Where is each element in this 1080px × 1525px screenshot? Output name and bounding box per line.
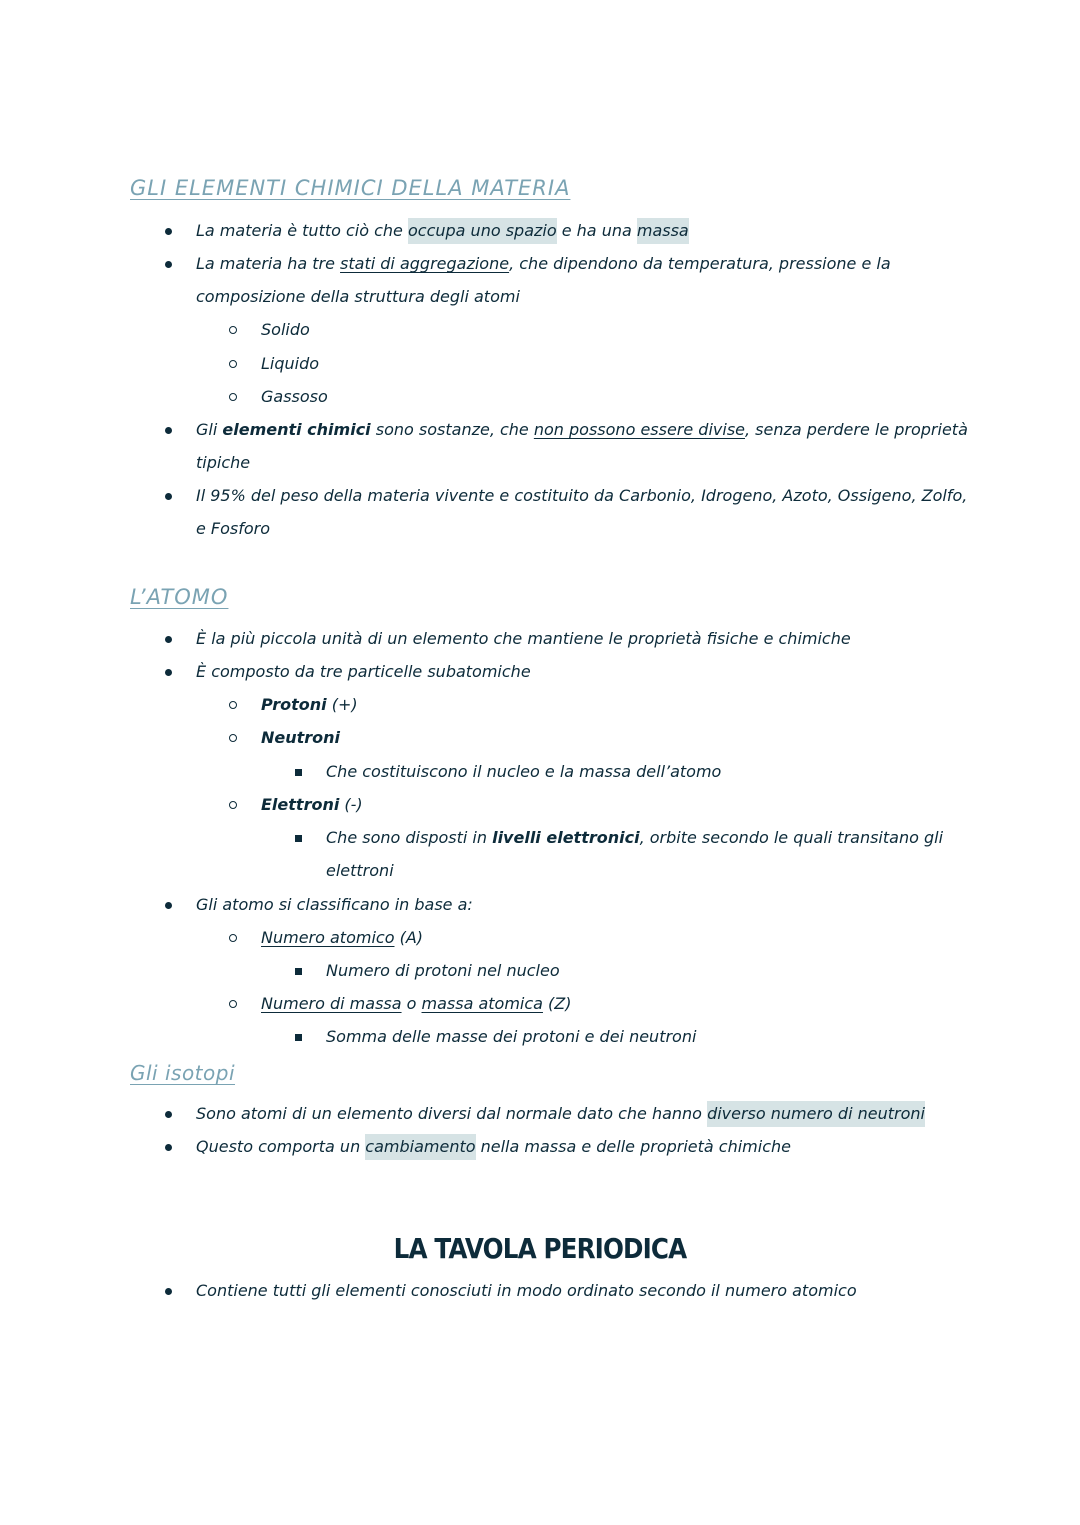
page-title-tavola-periodica: LA TAVOLA PERIODICA [393,1232,687,1265]
bullet-square-icon [295,968,302,975]
list-item [0,992,1080,1016]
list-item-text [261,793,363,817]
list-item-text: Neutroni [261,728,341,747]
bullet-circle-icon [229,326,237,334]
text-run: (Z) [542,994,572,1013]
bullet-dot-icon [165,228,172,235]
bullet-dot-icon [165,493,172,500]
bold-text: livelli elettronici [492,828,640,847]
text-run: Questo comporta un [196,1137,366,1156]
list-item-text: tipiche [196,453,251,472]
list-item [0,1135,1080,1159]
section-heading-atomo: L’ATOMO [130,585,229,609]
bullet-circle-icon [229,393,237,401]
text-run: o [401,994,422,1013]
bullet-dot-icon [165,636,172,643]
list-item-text: Liquido [261,354,320,373]
text-run: La materia ha tre [196,254,341,273]
underlined-text: Numero atomico [261,928,395,947]
list-item [0,1025,1080,1049]
bullet-dot-icon [165,427,172,434]
list-item [0,826,1080,850]
bullet-square-icon [295,769,302,776]
underlined-text: non possono essere divise [533,420,745,439]
list-item-text: Il 95% del peso della materia vivente e costituito da Carbonio, Idrogeno, Azoto, Ossigeno, Zolfo, [196,486,968,505]
list-item [0,627,1080,651]
bullet-circle-icon [229,734,237,742]
underlined-text: massa atomica [421,994,543,1013]
list-item-text: elettroni [326,861,394,880]
highlight-text: occupa uno spazio [408,218,557,244]
text-run: , che dipendono da temperatura, pressione e la [509,254,891,273]
bullet-dot-icon [165,1288,172,1295]
highlight-text: diverso numero di neutroni [707,1101,925,1127]
list-item [0,352,1080,376]
list-item-text: È composto da tre particelle subatomiche [196,662,531,681]
list-item-text: Numero di protoni nel nucleo [326,961,560,980]
list-item [0,726,1080,750]
list-item-text [261,926,423,950]
text-run: Che sono disposti in [326,828,493,847]
list-item [0,219,1080,243]
list-item-text: È la più piccola unità di un elemento che mantiene le proprietà fisiche e chimiche [196,629,851,648]
text-run: , orbite secondo le quali transitano gli [639,828,944,847]
list-item [0,1102,1080,1126]
list-item-text [261,693,358,717]
list-item-continuation [0,859,1080,883]
bold-text: elementi chimici [222,420,371,439]
list-item-text [196,252,891,276]
list-item [0,484,1080,508]
bold-text: Elettroni [261,795,340,814]
list-item [0,926,1080,950]
list-item-text [326,826,943,850]
bullet-circle-icon [229,934,237,942]
list-item-text [196,1102,925,1126]
list-item [0,693,1080,717]
highlight-text: cambiamento [365,1134,475,1160]
list-item-continuation [0,451,1080,475]
list-item-text [196,1135,791,1159]
bullet-dot-icon [165,1144,172,1151]
bullet-dot-icon [165,669,172,676]
text-run: sono sostanze, che [370,420,534,439]
list-item-continuation [0,517,1080,541]
underlined-text: stati di aggregazione [340,254,510,273]
highlight-text: massa [637,218,689,244]
list-item [0,418,1080,442]
text-run: e ha una [556,221,637,240]
section-heading-elementi: GLI ELEMENTI CHIMICI DELLA MATERIA [130,176,571,200]
list-item-text: Gassoso [261,387,328,406]
list-item-text [196,219,689,243]
list-item-text: e Fosforo [196,519,271,538]
text-run: Gli [196,420,223,439]
bullet-circle-icon [229,1000,237,1008]
bullet-circle-icon [229,701,237,709]
bullet-square-icon [295,835,302,842]
text-run: La materia è tutto ciò che [196,221,408,240]
list-item [0,893,1080,917]
list-item-text [261,992,572,1016]
list-item-text: Solido [261,320,310,339]
list-item-text: Contiene tutti gli elementi conosciuti in modo ordinato secondo il numero atomico [196,1281,857,1300]
bullet-circle-icon [229,360,237,368]
bullet-square-icon [295,1034,302,1041]
text-run: Sono atomi di un elemento diversi dal normale dato che hanno [196,1104,708,1123]
list-item [0,793,1080,817]
list-item [0,760,1080,784]
list-item-text: Che costituiscono il nucleo e la massa dell’atomo [326,762,722,781]
list-item-text: composizione della struttura degli atomi [196,287,520,306]
list-item [0,1279,1080,1303]
bold-text: Protoni [261,695,327,714]
bullet-dot-icon [165,261,172,268]
bullet-dot-icon [165,1111,172,1118]
list-item [0,252,1080,276]
text-run: (-) [339,795,363,814]
text-run: , senza perdere le proprietà [745,420,968,439]
list-item-text: Gli atomo si classificano in base a: [196,895,473,914]
bullet-circle-icon [229,801,237,809]
section-heading-isotopi: Gli isotopi [130,1061,236,1085]
list-item-continuation [0,285,1080,309]
list-item [0,318,1080,342]
list-item-text [196,418,968,442]
text-run: (A) [394,928,423,947]
bullet-dot-icon [165,902,172,909]
text-run: nella massa e delle proprietà chimiche [475,1137,791,1156]
list-item-text: Somma delle masse dei protoni e dei neutroni [326,1027,697,1046]
text-run: (+) [326,695,358,714]
underlined-text: Numero di massa [261,994,402,1013]
list-item [0,660,1080,684]
list-item [0,959,1080,983]
list-item [0,385,1080,409]
